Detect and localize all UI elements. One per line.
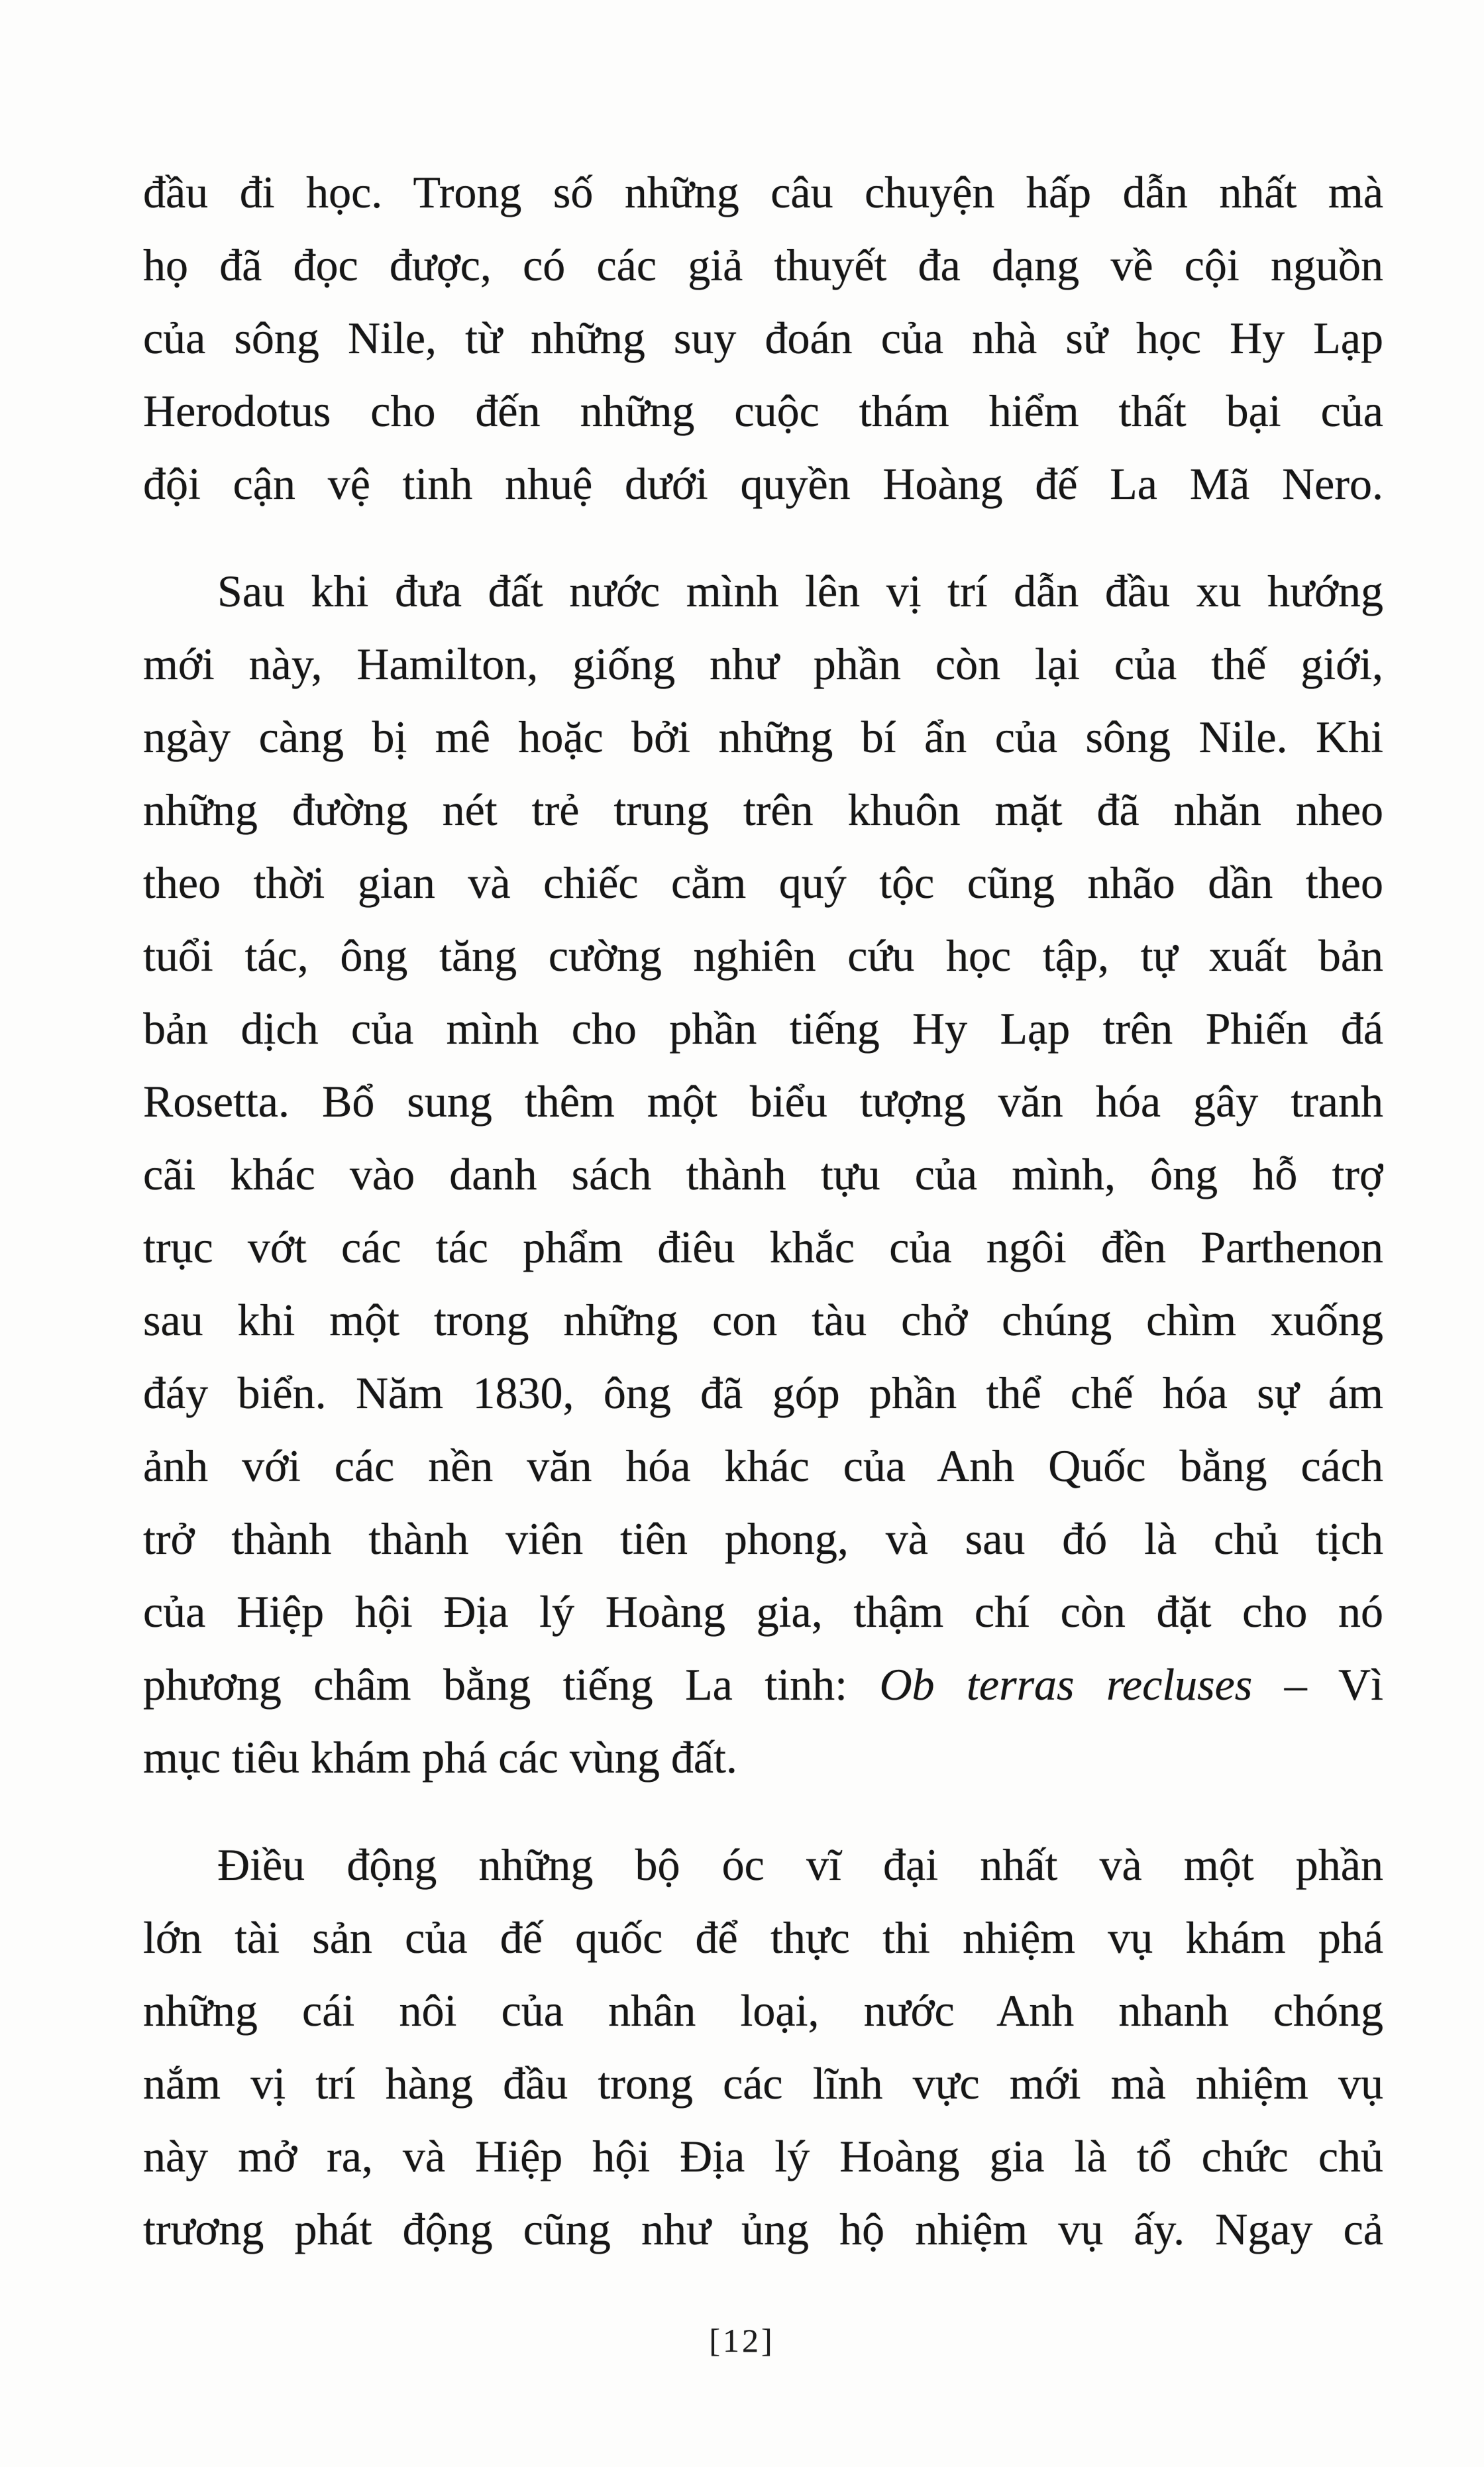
paragraph [143, 1828, 1383, 2266]
text-line [143, 229, 1383, 302]
text-line [143, 1901, 1383, 1974]
text-line [143, 1138, 1383, 1211]
text-line [143, 1828, 1383, 1901]
text-segment: ngày càng bị mê hoặc bởi những bí ẩn của sông Nile. Khi [143, 712, 1383, 762]
text-segment: theo thời gian và chiếc cằm quý tộc cũng nhão dần theo [143, 857, 1383, 908]
latin-motto: Ob terras recluses [879, 1659, 1253, 1710]
text-line [143, 2047, 1383, 2120]
text-segment: sau khi một trong những con tàu chở chúng chìm xuống [143, 1295, 1383, 1345]
text-line [143, 555, 1383, 628]
text-segment: Herodotus cho đến những cuộc thám hiểm thất bại của [143, 386, 1383, 436]
text-segment: Rosetta. Bổ sung thêm một biểu tượng văn hóa gây tranh [143, 1076, 1383, 1126]
text-segment: đầu đi học. Trong số những câu chuyện hấp dẫn nhất mà [143, 167, 1383, 217]
text-segment: này mở ra, và Hiệp hội Địa lý Hoàng gia là tổ chức chủ [143, 2131, 1383, 2181]
text-segment: họ đã đọc được, có các giả thuyết đa dạng về cội nguồn [143, 240, 1383, 290]
text-segment: nắm vị trí hàng đầu trong các lĩnh vực mới mà nhiệm vụ [143, 2058, 1383, 2109]
text-line [143, 992, 1383, 1065]
text-line [143, 1284, 1383, 1356]
text-segment: trương phát động cũng như ủng hộ nhiệm vụ ấy. Ngay cả [143, 2204, 1383, 2254]
text-segment: ảnh với các nền văn hóa khác của Anh Quốc bằng cách [143, 1441, 1383, 1491]
text-line [143, 628, 1383, 700]
text-line [143, 2120, 1383, 2193]
text-segment: Điều động những bộ óc vĩ đại nhất và một phần [217, 1839, 1383, 1890]
text-segment: Sau khi đưa đất nước mình lên vị trí dẫn đầu xu hướng [217, 566, 1383, 616]
text-segment: đáy biển. Năm 1830, ông đã góp phần thể chế hóa sự ám [143, 1368, 1383, 1418]
text-segment: lớn tài sản của đế quốc để thực thi nhiệm vụ khám phá [143, 1912, 1383, 1963]
text-segment: của Hiệp hội Địa lý Hoàng gia, thậm chí còn đặt cho nó [143, 1586, 1383, 1637]
text-line [143, 374, 1383, 447]
text-line [143, 1502, 1383, 1575]
text-segment: đội cận vệ tinh nhuệ dưới quyền Hoàng đế La Mã Nero. [143, 459, 1383, 509]
text-segment: trở thành thành viên tiên phong, và sau đó là chủ tịch [143, 1513, 1383, 1564]
text-line [143, 1356, 1383, 1429]
text-segment: tuổi tác, ông tăng cường nghiên cứu học tập, tự xuất bản [143, 930, 1383, 981]
text-line [143, 1429, 1383, 1502]
text-line [143, 2193, 1383, 2266]
text-line [143, 1974, 1383, 2047]
text-line [143, 1065, 1383, 1138]
text-segment: trục vớt các tác phẩm điêu khắc của ngôi đền Parthenon [143, 1222, 1383, 1272]
body-text [143, 156, 1383, 2266]
text-segment: cãi khác vào danh sách thành tựu của mình, ông hỗ trợ [143, 1149, 1383, 1199]
text-segment: bản dịch của mình cho phần tiếng Hy Lạp trên Phiến đá [143, 1003, 1383, 1054]
text-segment: mới này, Hamilton, giống như phần còn lại của thế giới, [143, 639, 1383, 689]
text-line [143, 773, 1383, 846]
text-line [143, 1648, 1383, 1721]
text-line [143, 447, 1383, 520]
text-line [143, 302, 1383, 374]
text-line [143, 1721, 1383, 1794]
text-line [143, 919, 1383, 992]
text-line [143, 1211, 1383, 1284]
text-segment: mục tiêu khám phá các vùng đất. [143, 1732, 737, 1782]
text-line [143, 846, 1383, 919]
text-line [143, 1575, 1383, 1648]
text-segment: những cái nôi của nhân loại, nước Anh nhanh chóng [143, 1985, 1383, 2036]
text-segment: những đường nét trẻ trung trên khuôn mặt đã nhăn nheo [143, 785, 1383, 835]
paragraph [143, 555, 1383, 1794]
page-number: [12] [709, 2322, 775, 2359]
text-line [143, 156, 1383, 229]
paragraph [143, 156, 1383, 520]
text-segment: của sông Nile, từ những suy đoán của nhà sử học Hy Lạp [143, 313, 1383, 363]
text-line [143, 700, 1383, 773]
text-segment: phương châm bằng tiếng La tinh: [143, 1659, 880, 1710]
text-segment: – Vì [1252, 1659, 1383, 1710]
